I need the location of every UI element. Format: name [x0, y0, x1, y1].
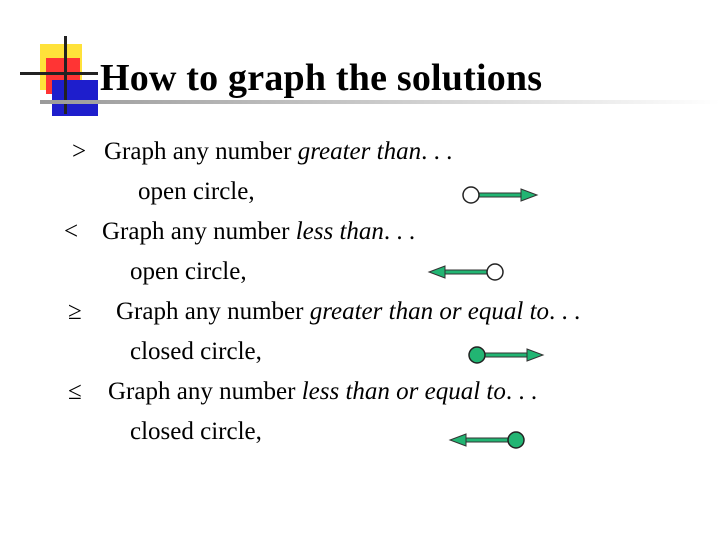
item-less-than-sub: open circle, [130, 258, 247, 285]
closed-circle [469, 347, 485, 363]
item-text: Graph any number [116, 298, 310, 325]
decor-horizontal-line [20, 72, 98, 75]
item-greater-equal-text [116, 298, 580, 326]
open-circle-left-arrow-icon [429, 260, 505, 284]
arrow-shaft [479, 193, 523, 197]
item-text: Graph any number [102, 218, 296, 245]
slide-title: How to graph the solutions [100, 57, 543, 99]
closed-circle-left-arrow-icon [450, 428, 526, 452]
arrowhead [450, 434, 466, 446]
item-ellipsis: . . . [421, 138, 453, 165]
item-less-equal-sub: closed circle, [130, 418, 262, 445]
item-italic-text: less than [295, 218, 384, 245]
open-circle [487, 264, 503, 280]
symbol-less-than: < [64, 218, 79, 245]
item-italic-text: greater than [297, 138, 422, 165]
item-italic-text: greater than or equal to [309, 298, 550, 325]
item-ellipsis: . . . [549, 298, 581, 325]
arrowhead [429, 266, 445, 278]
item-greater-than-text [104, 138, 452, 166]
open-circle-right-arrow-icon [461, 183, 537, 207]
arrowhead [527, 349, 543, 361]
item-less-than-text [102, 218, 415, 246]
item-ellipsis: . . . [505, 378, 538, 405]
closed-circle [508, 432, 524, 448]
arrow-shaft [485, 353, 529, 357]
item-italic-text: less than or equal to [301, 378, 506, 405]
item-text: Graph any number [104, 138, 298, 165]
item-less-equal-text [108, 378, 537, 406]
item-ellipsis: . . . [383, 218, 416, 245]
arrow-shaft [464, 438, 508, 442]
arrow-shaft [443, 270, 487, 274]
open-circle [463, 187, 479, 203]
item-greater-equal-sub: closed circle, [130, 338, 262, 365]
title-underline [40, 100, 720, 104]
decor-blue-square [52, 80, 98, 116]
arrowhead [521, 189, 537, 201]
symbol-less-than-or-equal: ≤ [68, 378, 82, 405]
item-text: Graph any number [108, 378, 302, 405]
closed-circle-right-arrow-icon [467, 343, 543, 367]
item-greater-than-sub: open circle, [138, 178, 255, 205]
symbol-greater-than-or-equal: ≥ [68, 298, 82, 325]
symbol-greater-than: > [72, 138, 87, 165]
